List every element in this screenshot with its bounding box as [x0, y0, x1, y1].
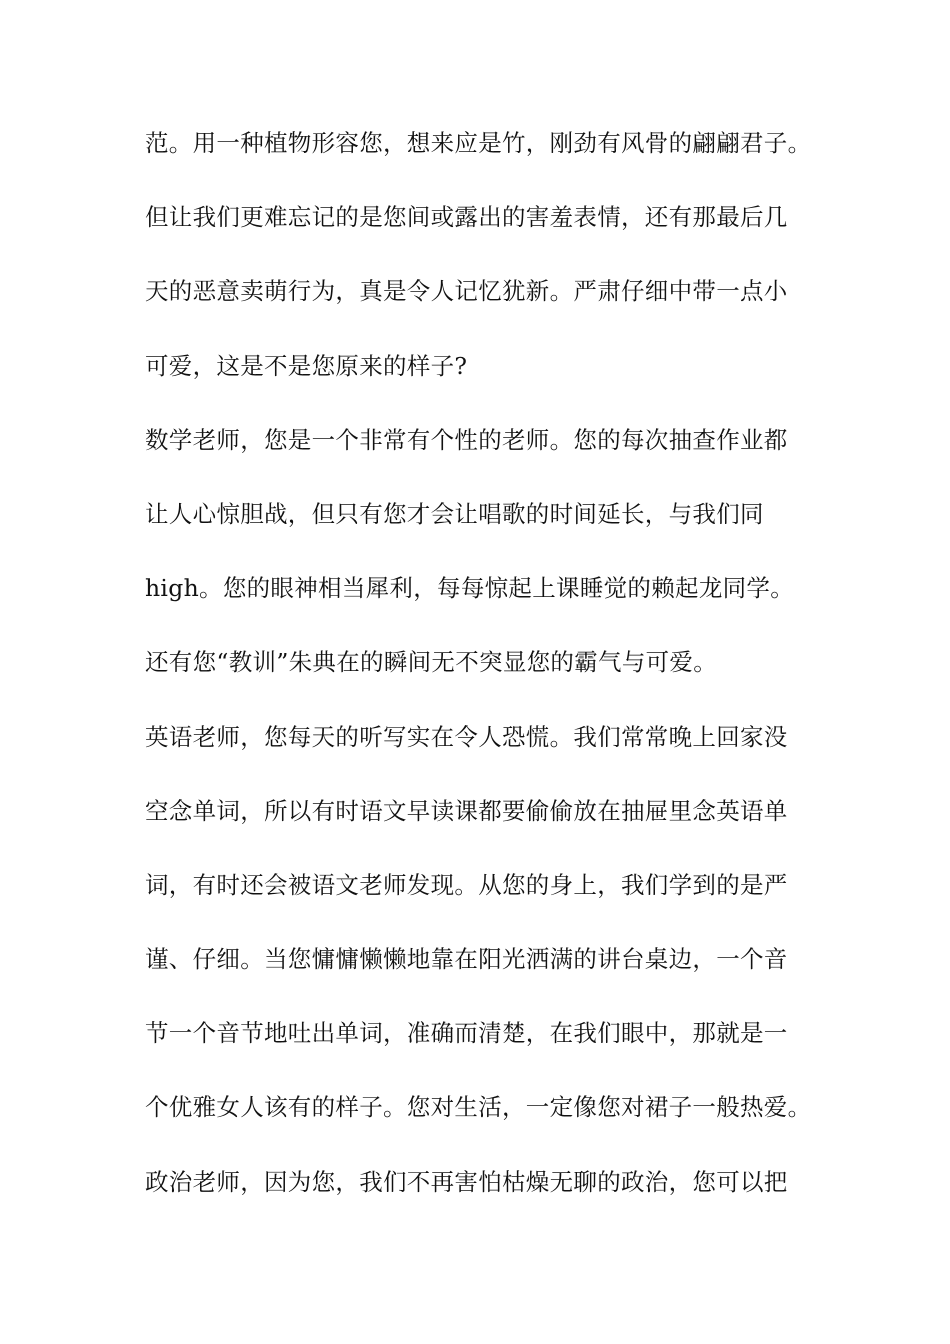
text-line: 英语老师，您每天的听写实在令人恐慌。我们常常晚上回家没 [145, 722, 788, 751]
text-line: high。您的眼神相当犀利，每每惊起上课睡觉的赖起龙同学。 [145, 574, 795, 603]
text-line: 个优雅女人该有的样子。您对生活，一定像您对裙子一般热爱。 [145, 1093, 812, 1122]
text-line: 可爱，这是不是您原来的样子? [145, 351, 468, 380]
text-line: 词，有时还会被语文老师发现。从您的身上，我们学到的是严 [145, 870, 788, 899]
text-line: 政治老师，因为您，我们不再害怕枯燥无聊的政治，您可以把 [145, 1167, 788, 1196]
text-line: 节一个音节地吐出单词，准确而清楚，在我们眼中，那就是一 [145, 1019, 788, 1048]
text-line: 还有您“教训”朱典在的瞬间无不突显您的霸气与可爱。 [145, 648, 718, 677]
text-line: 天的恶意卖萌行为，真是令人记忆犹新。严肃仔细中带一点小 [145, 277, 788, 306]
text-line: 数学老师，您是一个非常有个性的老师。您的每次抽查作业都 [145, 425, 788, 454]
text-line: 范。用一种植物形容您，想来应是竹，刚劲有风骨的翩翩君子。 [145, 129, 812, 157]
text-line: 谨、仔细。当您慵慵懒懒地靠在阳光洒满的讲台桌边，一个音 [145, 945, 788, 974]
document-body [145, 123, 815, 1236]
text-line: 但让我们更难忘记的是您间或露出的害羞表情，还有那最后几 [145, 203, 788, 232]
text-line: 空念单词，所以有时语文早读课都要偷偷放在抽屉里念英语单 [145, 796, 788, 825]
text-line: 让人心惊胆战，但只有您才会让唱歌的时间延长，与我们同 [145, 499, 764, 528]
